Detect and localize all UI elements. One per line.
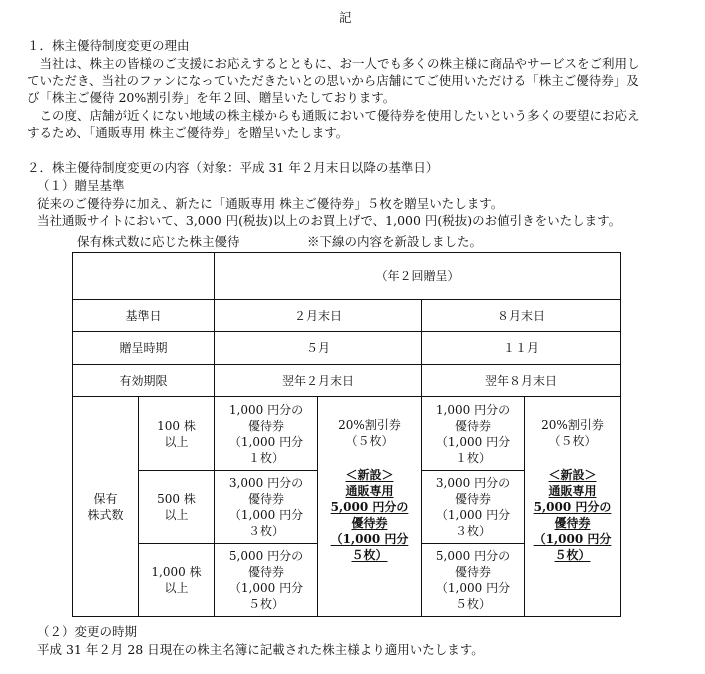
shares-line: 100 株 [157,418,196,433]
voucher-line: （1,000 円分 [228,434,304,449]
feb-cell: 翌年２月末日 [215,365,422,397]
shares-line: 以上 [164,581,189,595]
feb-voucher-cell [215,544,318,617]
table-caption: 保有株式数に応じた株主優待 [77,234,240,249]
shares-cell [139,397,215,471]
section2-sub2-title: （２）変更の時期 [37,624,138,639]
voucher-line: 3,000 円分の [435,476,511,490]
aug-voucher-cell [422,544,525,617]
feb-discount-cell [318,397,422,617]
feb-voucher-cell [215,471,318,544]
row-label: 贈呈時期 [73,332,215,365]
voucher-line: 優待券 [454,565,491,579]
section1-para1-line1: 当社は、株主の皆様のご支援にお応えするとともに、お一人でも多くの株主様に商品やサービスをご利用し [27,56,640,71]
benefit-table [72,252,621,617]
tier-row [73,397,621,471]
new-benefit-line: 優待券 [554,516,591,530]
header-empty-cell [73,253,215,300]
voucher-line: ５枚） [247,597,284,611]
table-note: ※下線の内容を新設しました。 [307,234,483,249]
row-label: 基準日 [73,300,215,332]
header-cell: （年２回贈呈） [215,253,621,300]
aug-cell: 翌年８月末日 [422,365,621,397]
table-row [73,332,621,365]
table-row [73,300,621,332]
shares-line: 500 株 [157,492,196,506]
aug-voucher-cell [422,397,525,471]
new-benefit-line: （1,000 円分 [330,532,409,546]
section2-sub1-line2: 当社通販サイトにおいて、3,000 円(税抜)以上のお買上げで、1,000 円(税抜)のお値引きをいたします。 [37,213,622,228]
shares-cell [139,471,215,544]
feb-cell: ５月 [215,332,422,365]
holding-label-cell [73,397,139,617]
section1-para1-line2: ていただき、当社のファンになっていただきたいとの思いから店舗にてご使用いただける「株主ご優待券」及 [27,73,639,88]
section1-para2-line2: するため、「通販専用 株主ご優待券」を贈呈いたします。 [27,125,349,140]
holding-label-line: 保有 [93,491,118,506]
discount-line: 20%割引券 [338,418,401,432]
voucher-line: （1,000 円分 [435,508,511,522]
voucher-line: 3,000 円分の [228,476,304,490]
voucher-line: 優待券 [454,418,491,433]
new-benefit-line: 5,000 円分の [330,500,409,514]
aug-cell: ８月末日 [422,300,621,332]
voucher-line: 優待券 [247,418,284,433]
feb-voucher-cell [215,397,318,471]
section2-sub2-line: 平成 31 年２月 28 日現在の株主名簿に記載された株主様より適用いたします。 [37,642,484,657]
discount-line: （５枚） [548,434,597,448]
voucher-line: ３枚） [247,524,284,538]
new-benefit-line: 優待券 [351,516,388,530]
holding-label-line: 株式数 [87,507,124,522]
voucher-line: ３枚） [454,524,491,538]
table-row [73,365,621,397]
voucher-line: （1,000 円分 [228,581,304,595]
section2-sub1-line1: 従来のご優待券に加え、新たに「通販専用 株主ご優待券」５枚を贈呈いたします。 [37,196,504,211]
shares-line: 以上 [164,508,189,522]
voucher-line: １枚） [247,450,284,465]
feb-cell: ２月末日 [215,300,422,332]
voucher-line: 優待券 [247,492,284,506]
new-benefit-line: 通販専用 [345,484,394,498]
new-benefit-line: ＜新設＞ [345,468,394,482]
shares-line: 以上 [164,434,189,449]
voucher-line: 優待券 [454,492,491,506]
new-benefit-line: （1,000 円分 [533,532,612,546]
discount-line: （５枚） [345,434,394,448]
aug-cell: １１月 [422,332,621,365]
voucher-line: 5,000 円分の [435,549,511,563]
row-label: 有効期限 [73,365,215,397]
section2-title: ２．株主優待制度変更の内容（対象：平成 31 年２月末日以降の基準日） [27,160,439,175]
voucher-line: 優待券 [247,565,284,579]
section2-sub1-title: （１）贈呈基準 [37,178,125,193]
new-benefit-line: ＜新設＞ [548,468,597,482]
voucher-line: （1,000 円分 [435,434,511,449]
discount-line: 20%割引券 [541,418,604,432]
voucher-line: 1,000 円分の [228,402,304,417]
new-benefit-line: 5,000 円分の [533,500,612,514]
document-heading: 記 [339,10,352,25]
aug-discount-cell [525,397,621,617]
voucher-line: 1,000 円分の [435,402,511,417]
shares-line: 1,000 株 [151,565,202,579]
voucher-line: １枚） [454,450,491,465]
voucher-line: 5,000 円分の [228,549,304,563]
new-benefit-line: 通販専用 [548,484,597,498]
new-benefit-line: ５枚） [554,548,591,562]
new-benefit-line: ５枚） [351,548,388,562]
section1-title: １．株主優待制度変更の理由 [27,38,190,53]
section1-para2-line1: この度、店舗が近くにない地域の株主様からも通販において優待券を使用したいという多くの要望にお応え [27,108,640,123]
shares-cell [139,544,215,617]
table-header-row [73,253,621,300]
voucher-line: ５枚） [454,597,491,611]
aug-voucher-cell [422,471,525,544]
section1-para1-line3: び「株主ご優待 20%割引券」を年２回、贈呈いたしております。 [27,90,396,105]
voucher-line: （1,000 円分 [228,508,304,522]
voucher-line: （1,000 円分 [435,581,511,595]
